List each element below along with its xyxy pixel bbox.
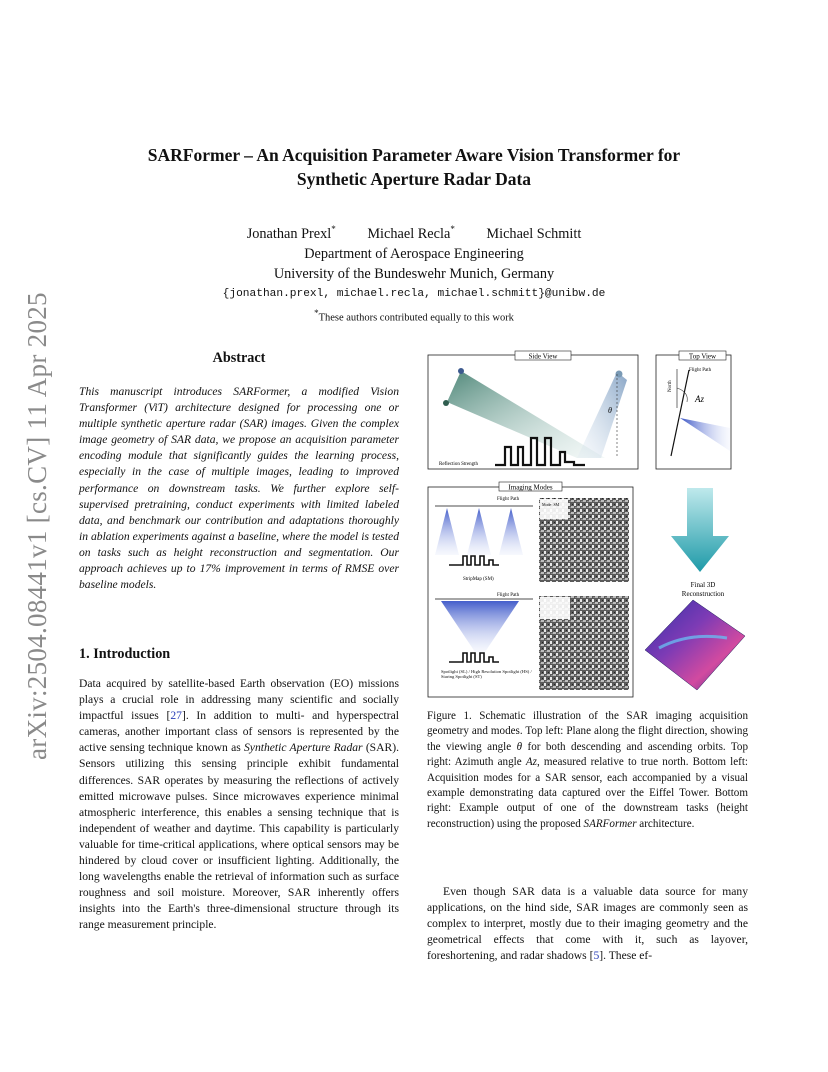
author-2 bbox=[367, 226, 454, 242]
note-mark: * bbox=[314, 307, 319, 318]
caption-text-4: architecture. bbox=[636, 817, 695, 830]
stripmap-image-label: Mode: SM bbox=[542, 502, 560, 507]
top-view-label: Top View bbox=[688, 352, 717, 361]
affiliation-department: Department of Aerospace Engineering bbox=[304, 245, 524, 262]
stripmap-flight-path-label: Flight Path bbox=[497, 497, 520, 502]
figure-1 bbox=[427, 350, 748, 700]
right-column-paragraph bbox=[427, 884, 748, 964]
imaging-modes-label: Imaging Modes bbox=[508, 483, 553, 492]
3d-reconstruction-surface bbox=[645, 600, 745, 690]
theta-label: θ bbox=[608, 406, 612, 415]
author-3-name: Michael Schmitt bbox=[486, 225, 582, 242]
citation-link[interactable]: 27 bbox=[170, 709, 182, 723]
note-text: These authors contributed equally to this work bbox=[318, 312, 514, 324]
introduction-heading: 1. Introduction bbox=[79, 646, 171, 662]
intro-emphasis: Synthetic Aperture Radar bbox=[244, 741, 363, 755]
north-label: North bbox=[668, 380, 673, 392]
title-line-2: Synthetic Aperture Radar Data bbox=[296, 169, 532, 189]
caption-emphasis: SARFormer bbox=[583, 817, 637, 830]
author-emails[interactable]: {jonathan.prexl, michael.recla, michael.schmitt}@unibw.de bbox=[222, 287, 606, 300]
title-line-1: SARFormer – An Acquisition Parameter Aware Vision Transformer for bbox=[147, 145, 681, 165]
reconstruction-arrow bbox=[671, 488, 729, 572]
figure-1-caption bbox=[427, 709, 748, 832]
caption-text-2: for both descending and ascending orbits. Top right: Azimuth angle bbox=[427, 740, 748, 769]
side-view-label: Side View bbox=[528, 352, 558, 361]
intro-text-2: ]. In addition to multi- and hyperspectral cameras, another important class of sensors is represented by the active sensing technique known as bbox=[79, 709, 399, 755]
author-names bbox=[80, 219, 748, 244]
abstract-text: This manuscript introduces SARFormer, a modified Vision Transformer (ViT) architecture designed for processing one or multiple synthetic aperture radar (SAR) images. Given the complex image geometry of SAR data, we propose an acquisition parameter encoding module that significantly guides the learning process, especially in the case of multiple images, leading to improved performance on downstream tasks. We further explore self-supervised pretraining, conduct experiments with limited labeled data, and benchmark our contribution and adaptations thoroughly in ablation experiments against a baseline, where the model is tested on tasks such as height reconstruction and segmentation. Our approach achieves up to 17% improvement in terms of RMSE over baseline models. bbox=[79, 385, 399, 592]
caption-text-1: Schematic illustration of the SAR imaging acquisition geometry and modes. Top left: Plane along the flight direction, showing the viewing angle bbox=[427, 710, 749, 753]
stripmap-label: StripMap (SM) bbox=[463, 577, 494, 582]
author-block bbox=[80, 219, 748, 327]
author-2-name: Michael Recla bbox=[367, 225, 451, 242]
citation-link[interactable]: 5 bbox=[593, 949, 600, 963]
spotlight-image-legend bbox=[540, 597, 570, 619]
author-1-name: Jonathan Prexl bbox=[246, 225, 332, 242]
reflection-strength-label: Reflection Strength bbox=[439, 462, 479, 467]
abstract-heading: Abstract bbox=[212, 350, 266, 366]
satellite-a-icon bbox=[458, 368, 464, 374]
satellite-c-icon bbox=[616, 371, 623, 378]
equal-contribution-note bbox=[80, 304, 748, 328]
affiliation-university: University of the Bundeswehr Munich, Germany bbox=[273, 265, 555, 282]
author-2-mark: * bbox=[450, 224, 455, 234]
author-1 bbox=[247, 226, 336, 242]
caption-theta: θ bbox=[516, 740, 523, 753]
right-text-2: ]. These ef- bbox=[599, 949, 653, 963]
author-1-mark: * bbox=[331, 224, 336, 234]
author-3 bbox=[486, 226, 581, 242]
top-flight-path-label: Flight Path bbox=[689, 368, 712, 373]
arxiv-identifier-stamp: arXiv:2504.08441v1 [cs.CV] 11 Apr 2025 bbox=[22, 292, 52, 760]
caption-label: Figure 1. bbox=[427, 710, 472, 722]
introduction-paragraph bbox=[79, 676, 399, 934]
final-reconstruction-label-2: Reconstruction bbox=[681, 590, 725, 598]
spotlight-legend: Spotlight (SL) / High Resolution Spotlight (HS) / Staring Spotlight (ST) bbox=[441, 669, 532, 680]
spotlight-flight-path-label: Flight Path bbox=[497, 593, 520, 598]
satellite-b-icon bbox=[443, 400, 449, 406]
spotlight-legend-object bbox=[441, 669, 536, 695]
caption-az: Az bbox=[525, 756, 537, 769]
azimuth-label: Az bbox=[695, 394, 704, 404]
right-text-1: Even though SAR data is a valuable data source for many applications, on the hind side, SAR images are commonly seen as complex to interpret, mostly due to their imaging geometry and the geometrical effects that come with it, such as layover, foreshortening, and radar shadows [ bbox=[427, 885, 748, 963]
intro-text-3: (SAR). Sensors utilizing this sensing principle exhibit fundamental differences. SAR operates by measuring the reflections of actively emitted microwave pulses. Since microwaves experience minimal atmospheric interference, this enables a sensing technique that is independent of weather and daytime. This capability is particularly valuable for time-critical applications, where optical sensors may be hindered by cloud cover or insufficient lighting. Additionally, the long wavelengths enable the retrieval of information such as surface roughness and soil moisture. Moreover, SAR inherently offers insights into the Earth's three-dimensional structure through its range measurement principle. bbox=[79, 741, 399, 932]
final-reconstruction-label-1: Final 3D bbox=[690, 581, 716, 589]
intro-text-1: Data acquired by satellite-based Earth observation (EO) missions plays a crucial role in addressing many scientific and socially impactful issues [ bbox=[79, 677, 399, 723]
caption-text-3: , measured relative to true north. Bottom left: Acquisition modes for a SAR sensor, each accompanied by a visual example demonstrating data captured over the Eiffel Tower. Bottom right: Example output of one of the downstream tasks (height reconstruction) using the proposed bbox=[427, 756, 749, 830]
figure-1-graphic bbox=[427, 350, 748, 700]
paper-title bbox=[80, 143, 748, 191]
